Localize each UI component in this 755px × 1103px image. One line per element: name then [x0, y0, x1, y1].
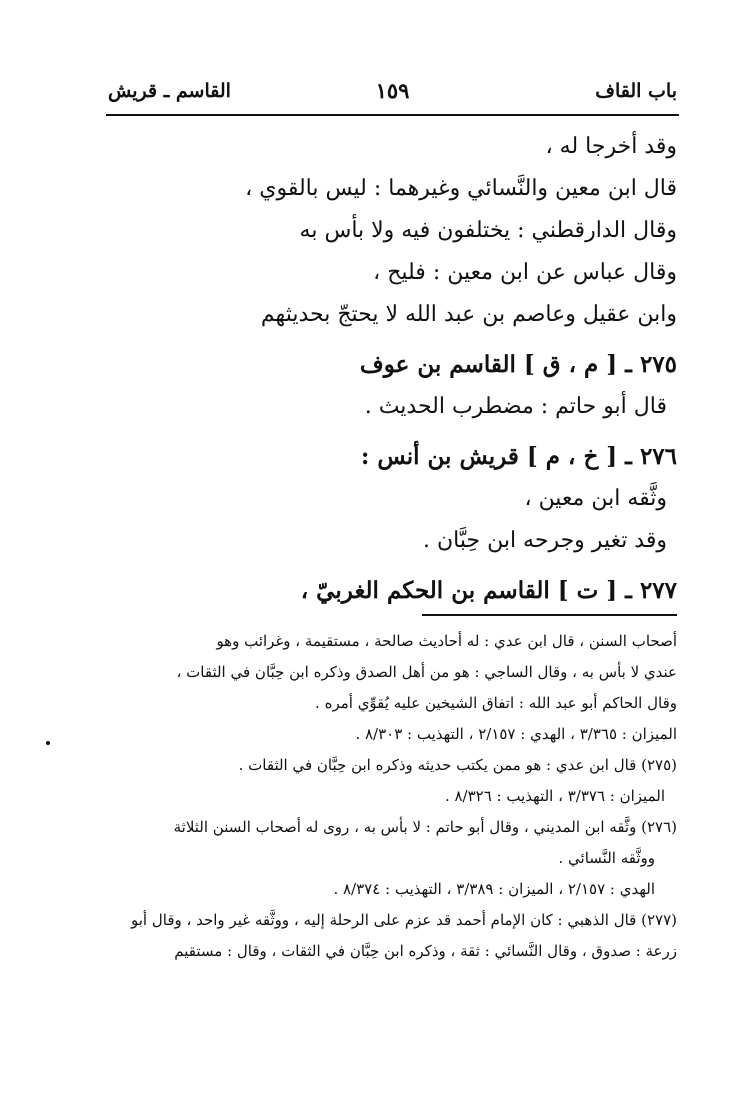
footnote-reference: الميزان : ٣/٣٧٦ ، التهذيب : ٨/٣٢٦ . — [444, 787, 665, 805]
text-line: وقد أخرجا له ، — [545, 134, 677, 159]
entry-heading-277: ٢٧٧ ـ [ ت ] القاسم بن الحكم الغربيّ ، — [300, 577, 677, 604]
footnote-line: ووثَّقه النَّسائي . — [558, 849, 655, 867]
entry-heading-275: ٢٧٥ ـ [ م ، ق ] القاسم بن عوف — [359, 351, 677, 378]
footnote-277: (٢٧٧) قال الذهبي : كان الإمام أحمد قد عزم على الرحلة إليه ، ووثَّقه غير واحد ، وقال أبو — [130, 911, 677, 929]
header-divider — [106, 114, 679, 116]
footnote-reference: الميزان : ٣/٣٦٥ ، الهدي : ٢/١٥٧ ، التهذيب : ٨/٣٠٣ . — [355, 725, 677, 743]
footnote-276: (٢٧٦) وثَّقه ابن المديني ، وقال أبو حاتم : لا بأس به ، روى له أصحاب السنن الثلاثة — [173, 818, 677, 836]
text-line: قال ابن معين والنَّسائي وغيرهما : ليس بالقوي ، — [245, 176, 677, 201]
text-line: وقال الدارقطني : يختلفون فيه ولا بأس به — [299, 218, 677, 243]
footnote-reference: الهدي : ٢/١٥٧ ، الميزان : ٣/٣٨٩ ، التهذيب : ٨/٣٧٤ . — [333, 880, 655, 898]
text-line: وقال عباس عن ابن معين : فليح ، — [373, 260, 677, 285]
footnote-275: (٢٧٥) قال ابن عدي : هو ممن يكتب حديثه وذكره ابن حِبَّان في الثقات . — [238, 756, 677, 774]
footnote-line: وقال الحاكم أبو عبد الله : اتفاق الشيخين عليه يُقوِّي أمره . — [315, 694, 677, 712]
entry-text-line: وقد تغير وجرحه ابن حِبَّان . — [423, 528, 667, 553]
footnote-line: أصحاب السنن ، قال ابن عدي : له أحاديث صالحة ، مستقيمة ، وغرائب وهو — [216, 632, 677, 650]
entry-heading-276: ٢٧٦ ـ [ خ ، م ] قريش بن أنس : — [360, 443, 677, 470]
footnote-divider — [422, 614, 677, 616]
header-entry-range: القاسم ـ قريش — [108, 80, 231, 102]
text-line: وابن عقيل وعاصم بن عبد الله لا يحتجّ بحديثهم — [260, 302, 677, 327]
footnote-line: عندي لا بأس به ، وقال الساجي : هو من أهل الصدق وذكره ابن حِبَّان في الثقات ، — [176, 663, 677, 681]
entry-text-line: قال أبو حاتم : مضطرب الحديث . — [364, 394, 667, 419]
footnote-line: زرعة : صدوق ، وقال النَّسائي : ثقة ، وذكره ابن حِبَّان في الثقات ، وقال : مستقيم — [174, 942, 677, 960]
main-text — [215, 126, 677, 612]
header-section-title: باب القاف — [595, 80, 677, 102]
entry-text-line: وثَّقه ابن معين ، — [524, 486, 667, 511]
running-header — [108, 80, 677, 110]
footnotes — [106, 626, 677, 967]
page-number: ١٥٩ — [375, 78, 410, 103]
scan-speck — [46, 741, 50, 745]
